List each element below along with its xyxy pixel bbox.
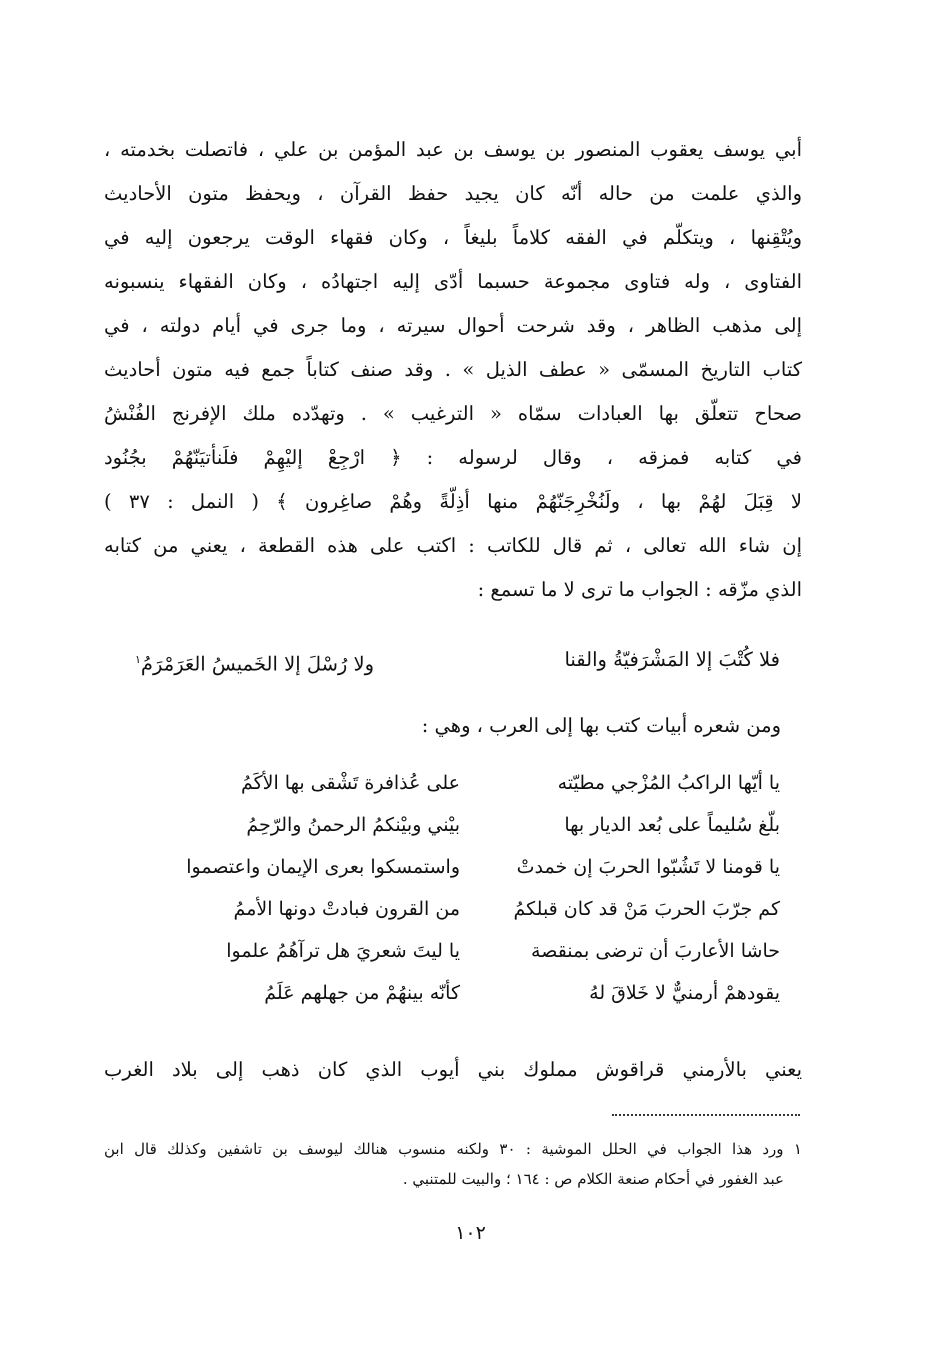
text-line: أبي يوسف يعقوب المنصور بن يوسف بن عبد المؤمن بن علي ، فاتصلت بخدمته ،	[104, 138, 802, 161]
verse-second-hemistich	[135, 636, 374, 689]
footnote-divider	[612, 1114, 800, 1116]
verse-first-hemistich: بلّغ سُليماً على بُعد الديار بها	[564, 814, 780, 836]
verse-first-hemistich: يا أيّها الراكبُ المُزْجي مطيّته	[557, 772, 780, 794]
verse-first-hemistich: فلا كُتْبَ إلا المَشْرَفيّةُ والقنا	[564, 648, 780, 671]
poem-verse	[130, 804, 780, 846]
poem-verse	[130, 762, 780, 804]
quran-verse-line: لا قِبَلَ لهُمْ بها ، ولَنُخْرِجَنّهُمْ منها أذِلّةً وهُمْ صاغِرون ﴾ ( النمل : ٣٧ )	[104, 490, 802, 513]
main-text	[104, 128, 802, 612]
text-line: الفتاوى ، وله فتاوى مجموعة حسبما أدّى إليه اجتهادُه ، وكان الفقهاء ينسبونه	[104, 270, 802, 293]
text-line: إن شاء الله تعالى ، ثم قال للكاتب : اكتب على هذه القطعة ، يعني من كتابه	[104, 534, 802, 557]
text-line: الذي مزّقه : الجواب ما ترى لا ما تسمع :	[477, 578, 802, 601]
verse-second-hemistich: على عُذافرة تَشْقى بها الأكَمُ	[240, 772, 460, 794]
verse-first-hemistich: يقودهمْ أرمنيٌّ لا خَلاقَ لهُ	[589, 982, 780, 1004]
page-number: ١٠٢	[455, 1222, 486, 1244]
footnotes	[104, 1134, 802, 1194]
poem-verse	[130, 930, 780, 972]
text-line: صحاح تتعلّق بها العبادات سمّاه « الترغيب » . وتهدّده ملك الإفرنج الفُنْشُ	[104, 402, 802, 425]
verse-second-hemistich: واستمسكوا بعرى الإيمان واعتصموا	[186, 856, 460, 878]
verse-second-hemistich: كأنّه بينهُمْ من جهلهم عَلَمُ	[264, 982, 460, 1004]
verse-second-hemistich: بيْني وبيْنكمُ الرحمنُ والرّحِمُ	[246, 814, 460, 836]
poem-verse	[130, 972, 780, 1014]
text-line: في كتابه فمزقه ، وقال لرسوله : ﴿ ارْجِعْ إليْهِمْ فلَنأتيَنّهُمْ بجُنُود	[104, 446, 802, 469]
single-verse	[135, 636, 780, 684]
text-line-after-poem: يعني بالأرمني قراقوش مملوك بني أيوب الذي كان ذهب إلى بلاد الغرب	[104, 1058, 802, 1081]
verse-first-hemistich: يا قومنا لا تَشُبّوا الحربَ إن خمدتْ	[516, 856, 780, 878]
text-line: إلى مذهب الظاهر ، وقد شرحت أحوال سيرته ، وما جرى في أيام دولته ، في	[104, 314, 802, 337]
poem-verse	[130, 846, 780, 888]
text-line: ويُتْقِنها ، ويتكلّم في الفقه كلاماً بليغاً ، وكان فقهاء الوقت يرجعون إليه في	[104, 226, 802, 249]
verse-second-text: ولا رُسْلَ إلا الخَميسُ العَرَمْرَمُ	[140, 652, 375, 676]
footnote-line: ١ ورد هذا الجواب في الحلل الموشية : ٣٠ ولكنه منسوب هنالك ليوسف بن تاشفين وكذلك قال ابن	[104, 1140, 802, 1158]
verse-second-hemistich: يا ليتَ شعريَ هل ترآهُمُ علموا	[226, 940, 460, 962]
verse-second-hemistich: من القرون فبادتْ دونها الأممُ	[233, 898, 460, 920]
footnote-line: عبد الغفور في أحكام صنعة الكلام ص : ١٦٤ ؛ والبيت للمتنبي .	[402, 1170, 784, 1188]
footnote-marker: ١	[135, 653, 141, 666]
verse-first-hemistich: حاشا الأعاربَ أن ترضى بمنقصة	[531, 940, 780, 962]
poem-intro: ومن شعره أبيات كتب بها إلى العرب ، وهي :	[421, 714, 781, 737]
poem-verse	[130, 888, 780, 930]
text-line: والذي علمت من حاله أنّه كان يجيد حفظ القرآن ، ويحفظ متون الأحاديث	[104, 182, 802, 205]
poem	[130, 762, 780, 1014]
verse-first-hemistich: كم جرّبَ الحربَ مَنْ قد كان قبلكمُ	[513, 898, 780, 920]
text-line: كتاب التاريخ المسمّى « عطف الذيل » . وقد صنف كتاباً جمع فيه متون أحاديث	[104, 358, 802, 381]
